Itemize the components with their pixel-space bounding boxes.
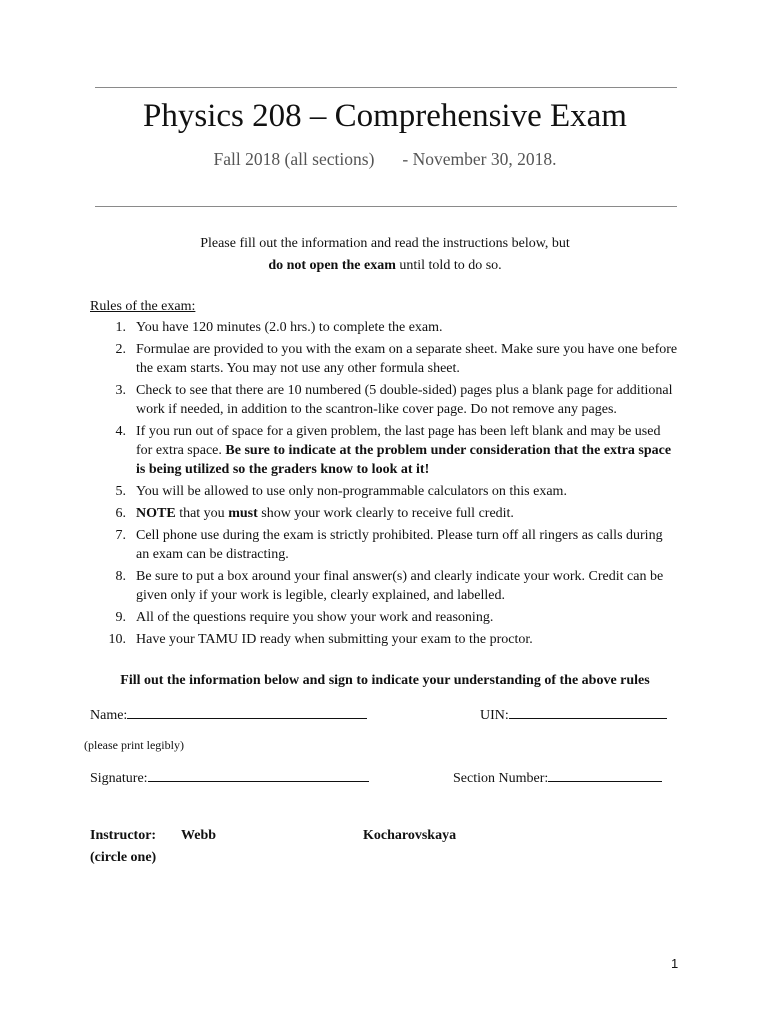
rule-item [100, 482, 678, 501]
exam-title: Physics 208 – Comprehensive Exam [143, 98, 627, 134]
rule-number: 2. [115, 342, 126, 357]
rule-item [100, 340, 678, 378]
section-blank[interactable] [548, 767, 662, 782]
rule-text: that you [175, 506, 229, 521]
rule-emphasis: must [228, 506, 258, 521]
rule-number: 5. [115, 484, 126, 499]
instructor-option-kocharovskaya[interactable]: Kocharovskaya [363, 828, 457, 843]
acknowledge-statement: Fill out the information below and sign to indicate your understanding of the above rules [120, 673, 650, 688]
rule-number: 6. [115, 506, 126, 521]
rule-text: If you run out of space for a given problem, the last page has been left blank and may be used for extra space. [136, 424, 661, 458]
name-label: Name: [90, 708, 128, 723]
rule-text: Formulae are provided to you with the exam on a separate sheet. Make sure you have one before the exam starts. You may not use any other formula sheet. [136, 342, 678, 376]
rule-item [100, 608, 678, 627]
rule-text: You have 120 minutes (2.0 hrs.) to complete the exam. [136, 320, 443, 335]
rule-number: 10. [108, 632, 126, 647]
rule-text: All of the questions require you show your work and reasoning. [136, 610, 494, 625]
rule-text: Cell phone use during the exam is strictly prohibited. Please turn off all ringers as calls during an exam can be distracting. [136, 528, 663, 562]
intro-line-2 [0, 255, 770, 277]
name-blank[interactable] [127, 704, 367, 719]
intro-warning: do not open the exam [268, 258, 396, 273]
bottom-rule [95, 206, 677, 207]
section-field[interactable] [453, 767, 662, 789]
page-number: 1 [671, 956, 679, 971]
rule-number: 1. [115, 320, 126, 335]
rule-item [100, 422, 678, 479]
signature-field[interactable] [90, 767, 369, 789]
intro-line-1: Please fill out the information and read the instructions below, but [200, 236, 570, 251]
rule-number: 4. [115, 424, 126, 439]
exam-term: Fall 2018 (all sections) [213, 149, 375, 169]
signature-blank[interactable] [148, 767, 369, 782]
rule-text: Check to see that there are 10 numbered (5 double-sided) pages plus a blank page for additional work if needed, in addition to the scantron-like cover page. Do not remove any pages. [136, 383, 673, 417]
rule-number: 3. [115, 383, 126, 398]
rules-list [100, 318, 678, 652]
exam-subtitle [0, 148, 770, 170]
rule-item [100, 630, 678, 649]
uin-label: UIN: [480, 708, 509, 723]
rule-item [100, 504, 678, 523]
print-note: (please print legibly) [84, 738, 184, 752]
signature-label: Signature: [90, 771, 148, 786]
name-field[interactable] [90, 704, 367, 726]
intro-line-2-rest: until told to do so. [395, 258, 502, 273]
rule-text: Have your TAMU ID ready when submitting your exam to the proctor. [136, 632, 533, 647]
rule-item [100, 526, 678, 564]
rule-emphasis: NOTE [136, 506, 176, 521]
rule-emphasis: Be sure to indicate at the problem under consideration that the extra space is being utilized so the graders know to look at it! [136, 443, 672, 477]
rule-text: Be sure to put a box around your final answer(s) and clearly indicate your work. Credit can be given only if your work is legible, clearly explained, and labelled. [136, 569, 664, 603]
rule-item [100, 381, 678, 419]
uin-blank[interactable] [509, 704, 667, 719]
rules-heading: Rules of the exam: [90, 299, 196, 314]
uin-field[interactable] [480, 704, 667, 726]
rule-number: 7. [115, 528, 126, 543]
rule-item [100, 318, 678, 337]
instructor-label: Instructor: [90, 828, 157, 843]
exam-date: - November 30, 2018. [402, 149, 557, 169]
instructor-option-webb[interactable]: Webb [181, 828, 217, 843]
rule-text: show your work clearly to receive full credit. [257, 506, 514, 521]
rule-item [100, 567, 678, 605]
top-rule [95, 87, 677, 88]
rule-number: 8. [115, 569, 126, 584]
instructions-intro [0, 233, 770, 277]
rule-text: You will be allowed to use only non-programmable calculators on this exam. [136, 484, 567, 499]
circle-one-note: (circle one) [90, 850, 157, 865]
section-label: Section Number: [453, 771, 549, 786]
rule-number: 9. [115, 610, 126, 625]
